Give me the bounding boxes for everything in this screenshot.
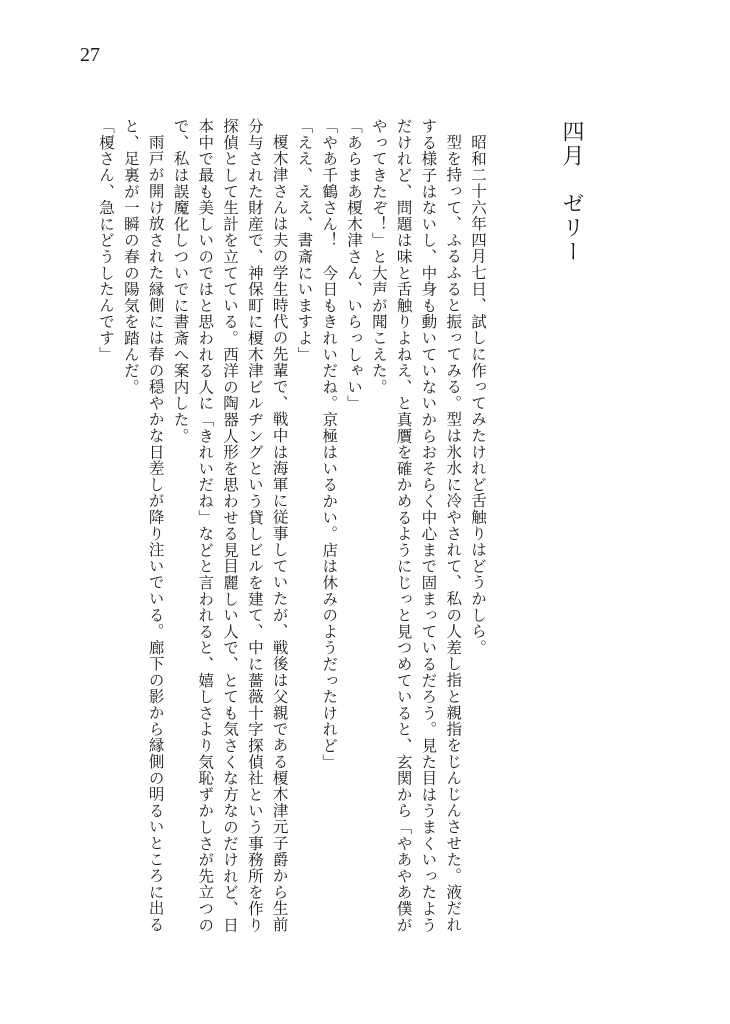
page-number: 27 <box>80 44 100 66</box>
body-text <box>97 118 490 938</box>
paragraph: 雨戸が開け放された縁側には春の穏やかな日差しが降り注いでいる。廊下の影から縁側の明るいところに出ると、足裏が一瞬の春の陽気を踏んだ。 <box>121 118 165 933</box>
paragraph: 「やあ千鶴さん！ 今日もきれいだね。京極はいるかい。店は休みのようだったけれど」 <box>320 118 339 770</box>
chapter-title: 四月 ゼリー <box>559 120 584 264</box>
paragraph: 「ええ、ええ、書斎にいますよ」 <box>295 118 314 363</box>
paragraph: 昭和二十六年四月七日、試しに作ってみたけれど舌触りはどうかしら。 <box>469 133 487 656</box>
paragraph: 型を持って、ふるふると振ってみる。型は氷水に冷やされて、私の人差し指と親指をじんじんさせた。液だれする様子はないし、中身も動いていないからおそらく中心まで固まっているだろう。見た目はうまくいったようだけれど、問題は味と舌触りよねえ、と真贋を確かめるようにじっと見つめていると、玄関から「やあやあ僕がやってきたぞ！」と大声が聞こえた。 <box>369 118 463 933</box>
paragraph: 「榎さん、急にどうしたんです」 <box>97 118 116 363</box>
paragraph: 「あらまあ榎木津さん、いらっしゃい」 <box>345 118 364 412</box>
paragraph: 榎木津さんは夫の学生時代の先輩で、戦中は海軍に従事していたが、戦後は父親である榎木津元子爵から生前分与された財産で、神保町に榎木津ビルヂングという貸しビルを建て、中に薔薇十字探偵社という事務所を作り探偵として生計を立てている。西洋の陶器人形を思わせる見目麗しい人で、とても気さくな方なのだけれど、日本中で最も美しいのではと思われる人に「きれいだね」などと言われると、嬉しさより気恥ずかしさが先立つので、私は誤魔化しついでに書斎へ案内した。 <box>171 118 289 933</box>
